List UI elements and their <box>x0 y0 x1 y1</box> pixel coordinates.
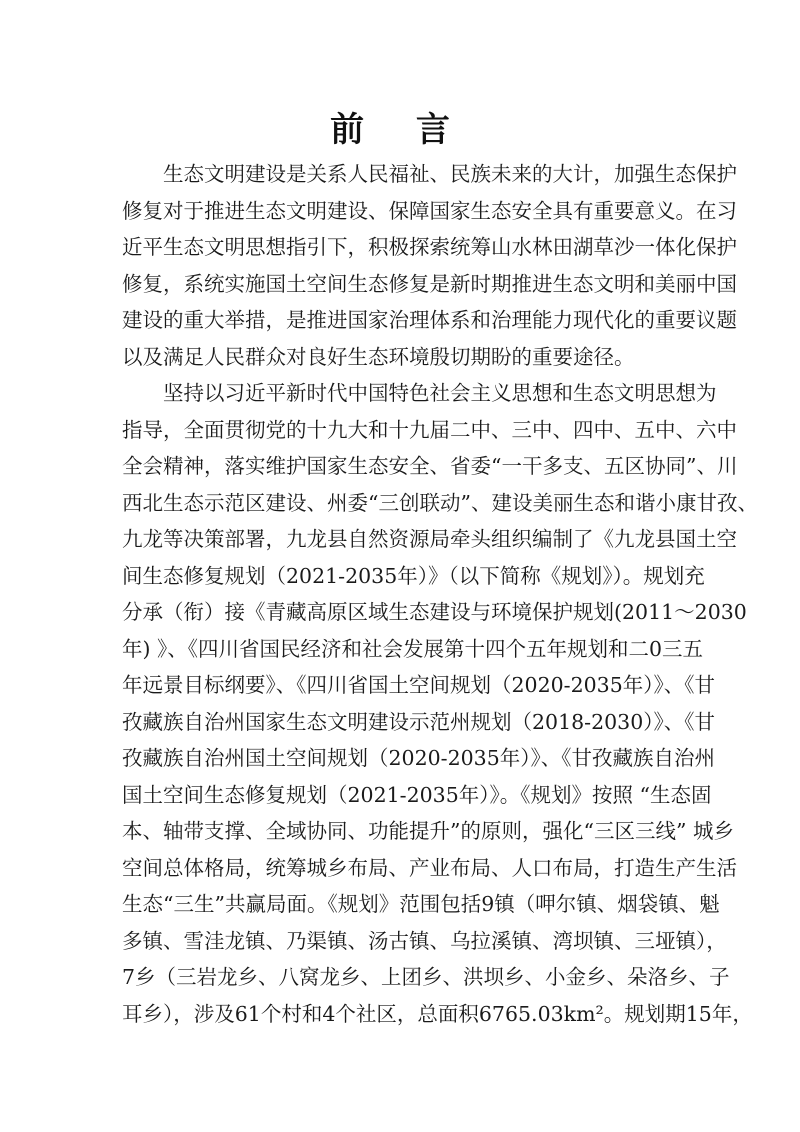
text-line: 年) 》、《四川省国民经济和社会发展第十四个五年规划和二0三五 <box>122 636 704 661</box>
text-line: 生态文明建设是关系人民福祉、民族未来的大计，加强生态保护 <box>163 162 737 186</box>
paragraph-2 <box>122 375 758 1032</box>
text-line: 全会精神，落实维护国家生态安全、省委“一干多支、五区协同”、川 <box>122 454 738 478</box>
page-title: 前 言 <box>330 110 470 150</box>
text-line: 九龙等决策部署，九龙县自然资源局牵头组织编制了《九龙县国土空 <box>122 527 737 551</box>
text-line: 建设的重大举措，是推进国家治理体系和治理能力现代化的重要议题 <box>122 308 737 332</box>
text-line: 近平生态文明思想指引下，积极探索统筹山水林田湖草沙一体化保护 <box>122 235 737 259</box>
text-line: 孜藏族自治州国土空间规划（2020-2035年）》、《甘孜藏族自治州 <box>122 746 716 770</box>
text-line: 坚持以习近平新时代中国特色社会主义思想和生态文明思想为 <box>163 381 717 405</box>
text-line: 以及满足人民群众对良好生态环境殷切期盼的重要途径。 <box>122 344 635 369</box>
text-line: 西北生态示范区建设、州委“三创联动”、建设美丽生态和谐小康甘孜、 <box>122 490 758 515</box>
text-line: 指导，全面贯彻党的十九大和十九届二中、三中、四中、五中、六中 <box>122 417 737 442</box>
text-line: 多镇、雪洼龙镇、乃渠镇、汤古镇、乌拉溪镇、湾坝镇、三垭镇）， <box>122 928 727 953</box>
text-line: 7乡（三岩龙乡、八窝龙乡、上团乡、洪坝乡、小金乡、朵洛乡、子 <box>122 965 730 989</box>
text-line: 修复，系统实施国土空间生态修复是新时期推进生态文明和美丽中国 <box>122 271 737 296</box>
text-line: 修复对于推进生态文明建设、保障国家生态安全具有重要意义。在习 <box>122 198 737 223</box>
text-line: 孜藏族自治州国家生态文明建设示范州规划（2018-2030）》、《甘 <box>122 709 716 734</box>
text-line: 空间总体格局，统筹城乡布局、产业布局、人口布局，打造生产生活 <box>122 855 737 880</box>
text-line: 耳乡），涉及61个村和4个社区，总面积6765.03km²。规划期15年， <box>122 1001 753 1026</box>
text-line: 生态“三生”共赢局面。《规划》范围包括9镇（呷尔镇、烟袋镇、魁 <box>122 892 720 916</box>
paragraph-1 <box>122 156 737 375</box>
text-line: 本、轴带支撑、全域协同、功能提升”的原则，强化“三区三线” 城乡 <box>122 819 734 843</box>
text-line: 分承（衔）接《青藏高原区域生态建设与环境保护规划(2011～2030 <box>122 600 747 624</box>
document-body <box>122 156 758 1032</box>
text-line: 年远景目标纲要》、《四川省国土空间规划（2020-2035年）》、《甘 <box>122 673 716 697</box>
text-line: 间生态修复规划（2021-2035年）》（以下简称《规划》）。规划充 <box>122 563 705 588</box>
text-line: 国土空间生态修复规划（2021-2035年）》。《规划》按照 “生态固 <box>122 782 712 807</box>
